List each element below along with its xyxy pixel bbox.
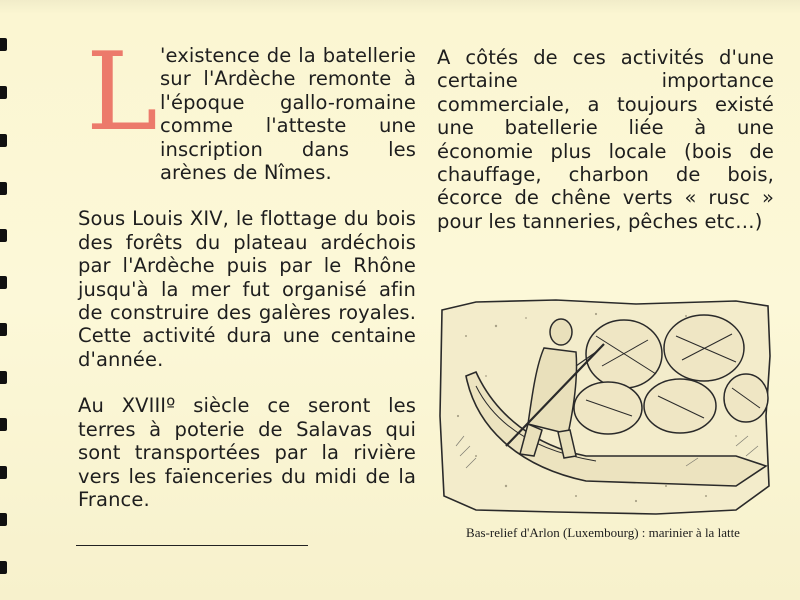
bas-relief-illustration [436,296,774,518]
spiral-binding [0,0,12,600]
paragraph-xviii-century: Au XVIIIº siècle ce seront les terres à poterie de Salavas qui sont transportées par la rivière vers les faïenceries du midi de la France. [78,394,416,511]
intro-text: 'existence de la batellerie sur l'Ardèche remonte à l'époque gallo-romaine comme l'atteste une inscription dans les arènes de Nîmes. [160,44,416,185]
paragraph-louis-xiv: Sous Louis XIV, le flottage du bois des forêts du plateau ardéchois par l'Ardèche puis par le Rhône jusqu'à la mer fut organisé afin de construire des galères royales. Cette activité dura une centaine d'année. [78,207,416,371]
drop-cap: L [86,30,158,155]
intro-paragraph [78,30,416,185]
left-column [78,30,416,511]
paragraph-local-batellerie: A côtés de ces activités d'une certaine importance commerciale, a toujours existé une batellerie liée à une économie plus locale (bois de chauffage, charbon de bois, écorce de chêne verts « rusc » pour les tanneries, pêches etc…) [437,46,774,233]
right-column [437,46,774,233]
figure-caption: Bas-relief d'Arlon (Luxembourg) : marinier à la latte [466,525,740,540]
divider-line [76,545,308,546]
